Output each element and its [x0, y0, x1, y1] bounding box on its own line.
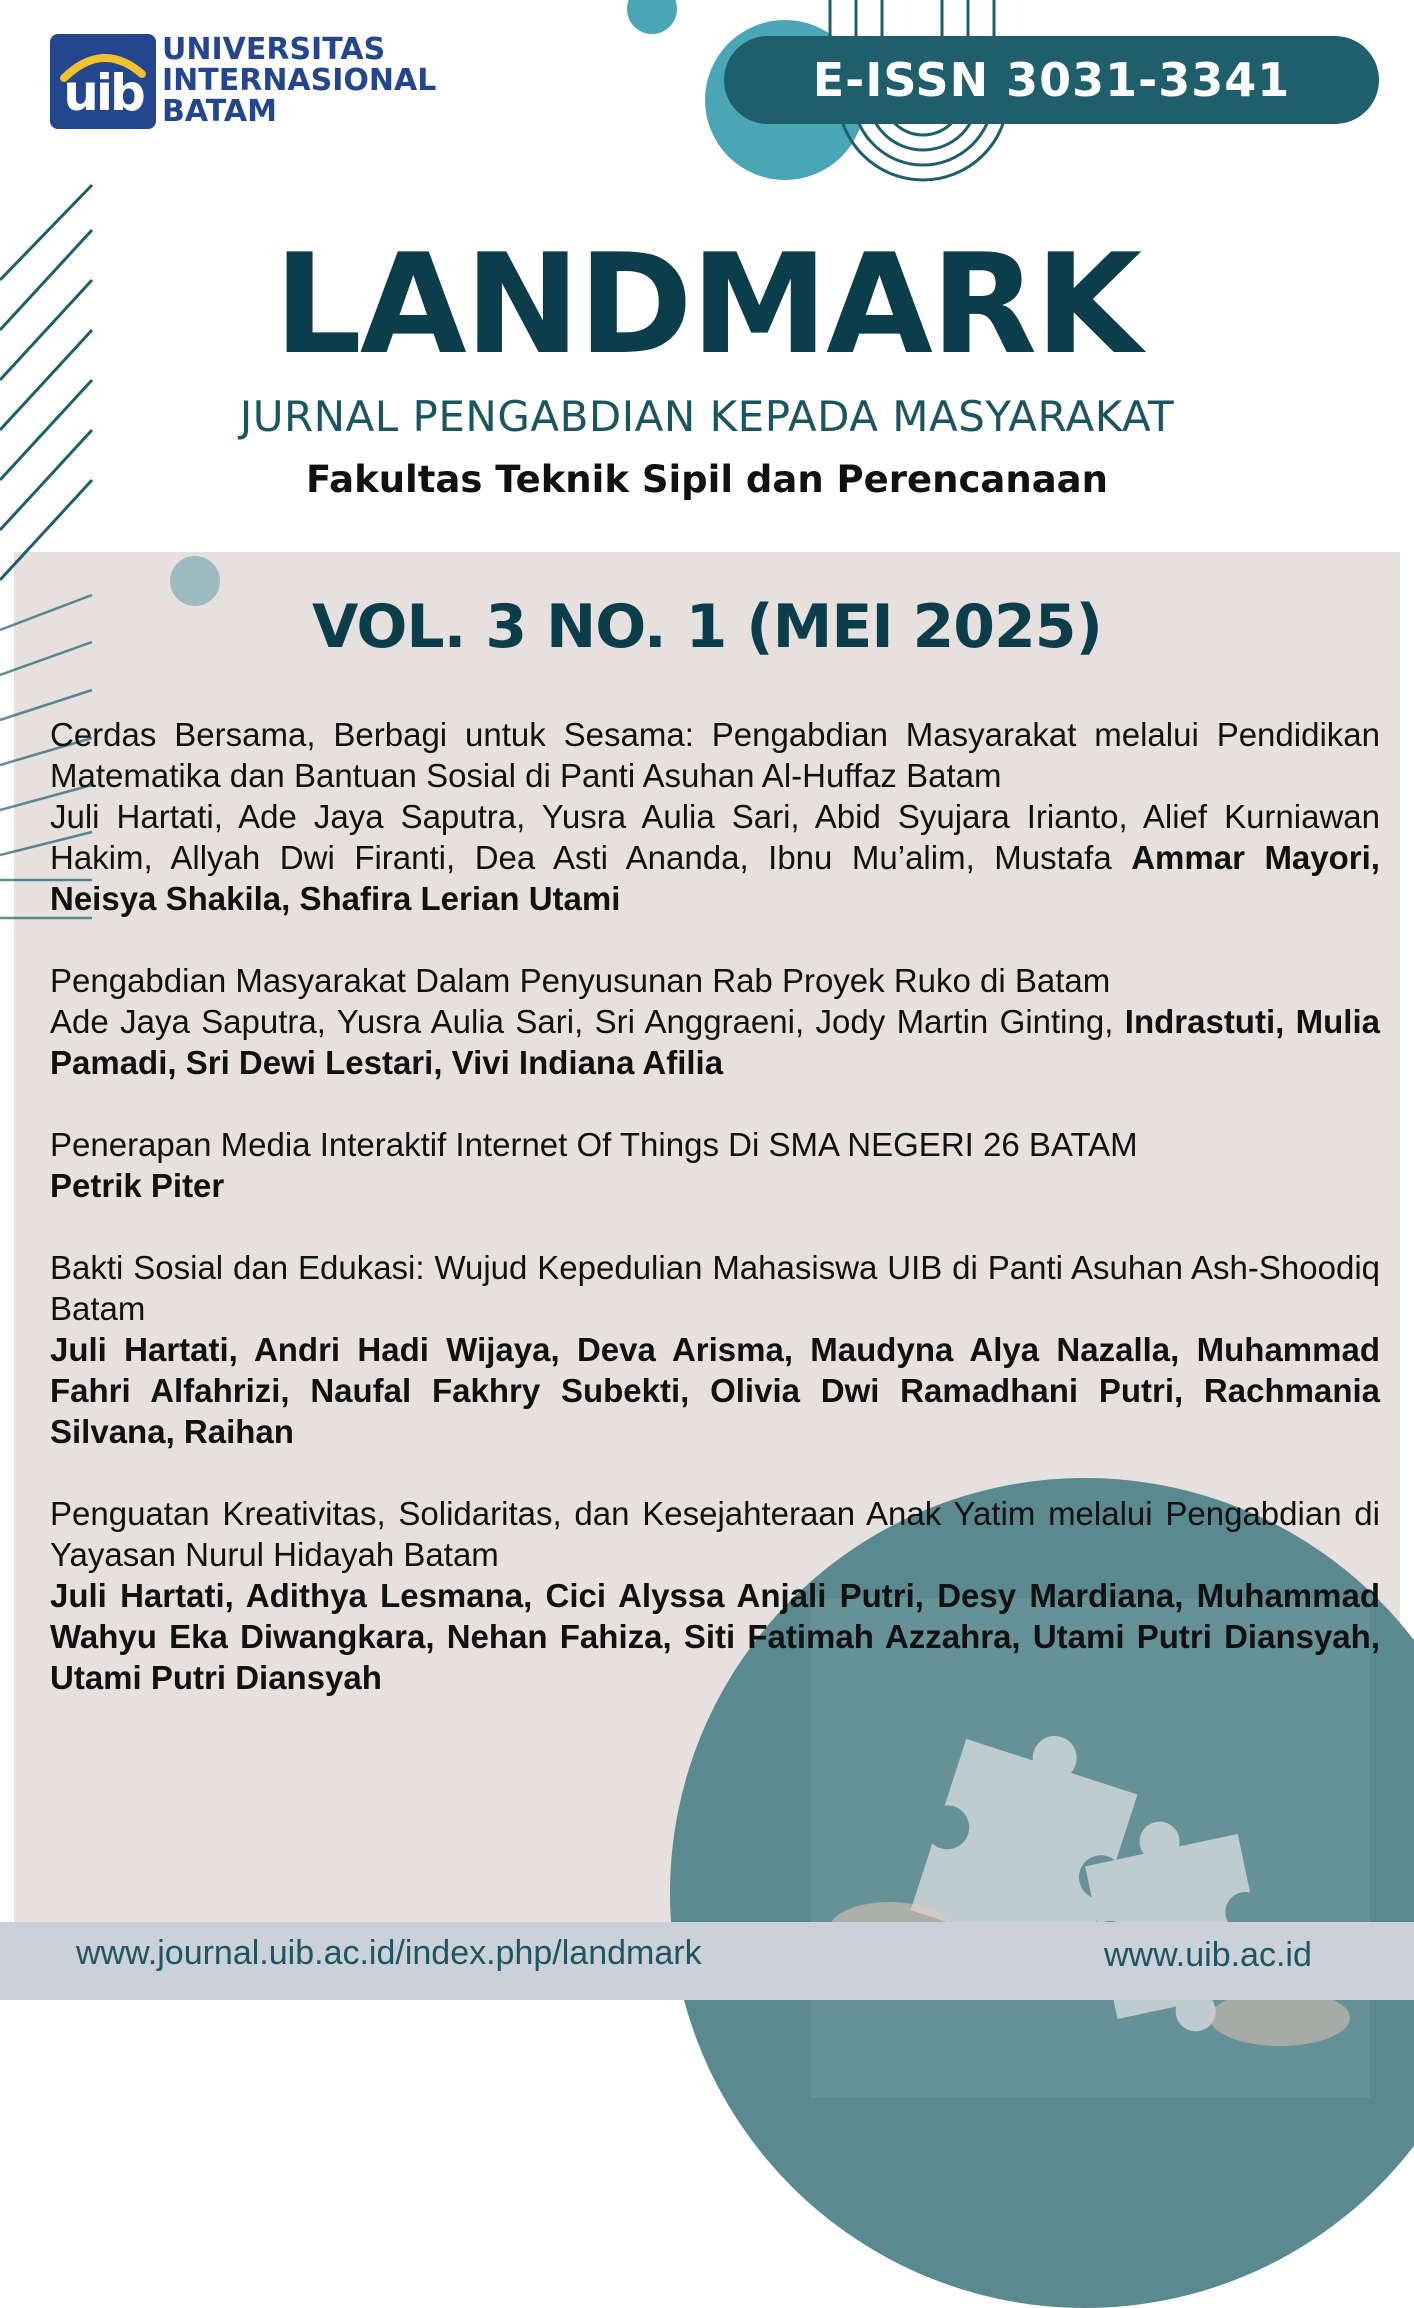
- journal-url-link[interactable]: www.journal.uib.ac.id/index.php/landmark: [76, 1934, 702, 1972]
- article-authors: [50, 796, 1380, 919]
- authors-bold: Juli Hartati, Andri Hadi Wijaya, Deva Arisma, Maudyna Alya Nazalla, Muhammad Fahri Alfahrizi, Naufal Fakhry Subekti, Olivia Dwi Ramadhani Putri, Rachmania Silvana, Raihan: [50, 1331, 1380, 1450]
- article-item[interactable]: [50, 1124, 1380, 1206]
- logo-mark: uib: [63, 64, 143, 122]
- article-item[interactable]: [50, 1493, 1380, 1698]
- article-title[interactable]: Bakti Sosial dan Edukasi: Wujud Kepedulian Mahasiswa UIB di Panti Asuhan Ash-Shoodiq Batam: [50, 1249, 1380, 1327]
- article-authors: [50, 1001, 1380, 1083]
- article-item[interactable]: [50, 714, 1380, 919]
- article-title[interactable]: Penerapan Media Interaktif Internet Of Things Di SMA NEGERI 26 BATAM: [50, 1126, 1138, 1163]
- site-url-link[interactable]: www.uib.ac.id: [1104, 1936, 1312, 1974]
- article-title[interactable]: Penguatan Kreativitas, Solidaritas, dan Kesejahteraan Anak Yatim melalui Pengabdian di Yayasan Nurul Hidayah Batam: [50, 1495, 1380, 1573]
- authors-bold: Indrastuti, Mulia Pamadi, Sri Dewi Lestari, Vivi Indiana Afilia: [50, 1003, 1381, 1081]
- authors-regular: Juli Hartati, Ade Jaya Saputra, Yusra Aulia Sari, Abid Syujara Irianto, Alief Kurniawan Hakim, Allyah Dwi Firanti, Dea Asti Ananda, Ibnu Mu’alim, Mustafa: [50, 798, 1380, 876]
- university-name: [162, 34, 436, 127]
- article-authors: [50, 1329, 1380, 1452]
- authors-bold: Petrik Piter: [50, 1167, 225, 1204]
- article-title[interactable]: Cerdas Bersama, Berbagi untuk Sesama: Pengabdian Masyarakat melalui Pendidikan Matematika dan Bantuan Sosial di Panti Asuhan Al-Huffaz Batam: [50, 716, 1380, 794]
- journal-title: LANDMARK: [273, 224, 1141, 385]
- university-name-line: UNIVERSITAS: [162, 32, 386, 67]
- authors-regular: Ade Jaya Saputra, Yusra Aulia Sari, Sri Anggraeni, Jody Martin Ginting,: [50, 1003, 1114, 1040]
- university-logo: [50, 34, 156, 129]
- article-title[interactable]: Pengabdian Masyarakat Dalam Penyusunan Rab Proyek Ruko di Batam: [50, 962, 1111, 999]
- article-item[interactable]: [50, 960, 1380, 1083]
- volume-heading: VOL. 3 NO. 1 (MEI 2025): [312, 592, 1102, 662]
- decorative-circle: [627, 0, 677, 34]
- authors-bold: Ammar Mayori, Neisya Shakila, Shafira Lerian Utami: [50, 839, 1380, 917]
- authors-bold: Juli Hartati, Adithya Lesmana, Cici Alyssa Anjali Putri, Desy Mardiana, Muhammad Wahyu Eka Diwangkara, Nehan Fahiza, Siti Fatimah Azzahra, Utami Putri Diansyah, Utami Putri Diansyah: [50, 1577, 1380, 1696]
- issn-badge: E-ISSN 3031-3341: [724, 36, 1379, 124]
- university-name-line: INTERNASIONAL: [162, 63, 437, 98]
- faculty-name: Fakultas Teknik Sipil dan Perencanaan: [306, 458, 1108, 501]
- article-authors: [50, 1165, 1380, 1206]
- university-name-line: BATAM: [162, 94, 277, 129]
- journal-subtitle: JURNAL PENGABDIAN KEPADA MASYARAKAT: [239, 392, 1175, 441]
- article-item[interactable]: [50, 1247, 1380, 1452]
- article-authors: [50, 1575, 1380, 1698]
- article-list: [50, 714, 1380, 1739]
